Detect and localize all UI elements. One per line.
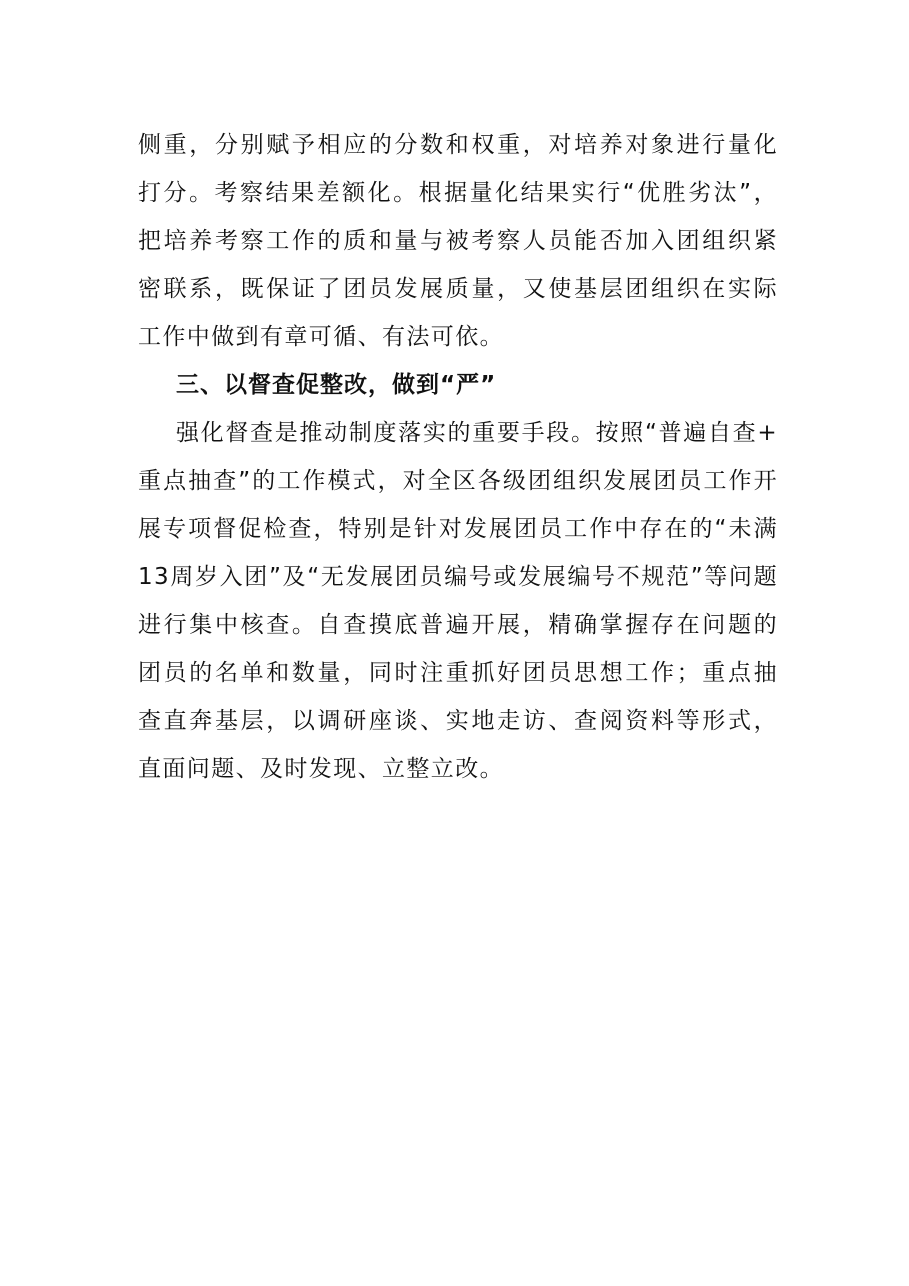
section-heading: 三、以督查促整改，做到“严” [176, 372, 497, 398]
paragraph-line: 密联系，既保证了团员发展质量，又使基层团组织在实际 [138, 276, 778, 302]
paragraph-line: 强化督查是推动制度落实的重要手段。按照“普遍自查+ [176, 420, 778, 446]
paragraph-line: 侧重，分别赋予相应的分数和权重，对培养对象进行量化 [138, 132, 778, 158]
paragraph-line: 打分。考察结果差额化。根据量化结果实行“优胜劣汰”， [138, 180, 778, 206]
paragraph-line: 把培养考察工作的质和量与被考察人员能否加入团组织紧 [138, 228, 778, 254]
paragraph-line: 查直奔基层，以调研座谈、实地走访、查阅资料等形式， [138, 708, 778, 734]
paragraph-line: 展专项督促检查，特别是针对发展团员工作中存在的“未满 [138, 516, 778, 542]
paragraph-line: 工作中做到有章可循、有法可依。 [138, 324, 504, 350]
paragraph-line: 直面问题、及时发现、立整立改。 [138, 756, 504, 782]
paragraph-line: 团员的名单和数量，同时注重抓好团员思想工作；重点抽 [138, 660, 778, 686]
paragraph-line: 重点抽查”的工作模式，对全区各级团组织发展团员工作开 [138, 468, 778, 494]
paragraph-line: 进行集中核查。自查摸底普遍开展，精确掌握存在问题的 [138, 612, 778, 638]
paragraph-line: 13周岁入团”及“无发展团员编号或发展编号不规范”等问题 [138, 564, 778, 590]
